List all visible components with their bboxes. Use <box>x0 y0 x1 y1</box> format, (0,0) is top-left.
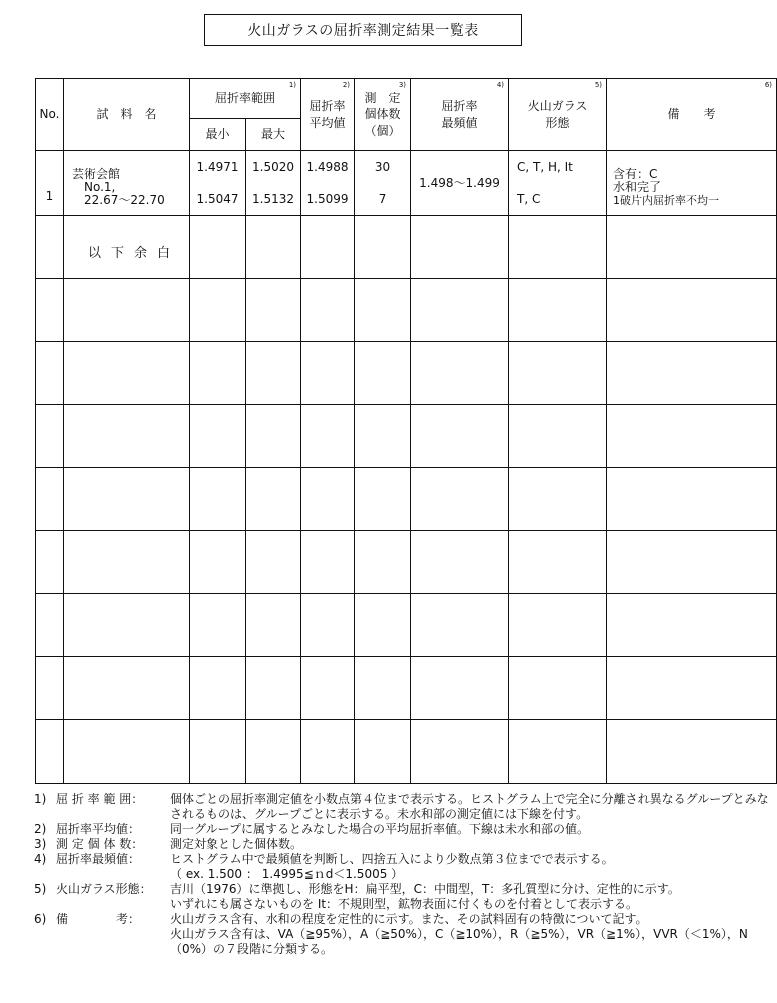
table-row-empty <box>36 657 777 720</box>
row-sample <box>64 151 190 216</box>
footnote-number: 1) <box>34 792 47 806</box>
table-row-empty <box>36 594 777 657</box>
footnote-3 <box>34 837 769 852</box>
table-row-empty <box>36 405 777 468</box>
table-row <box>36 216 777 279</box>
document-title <box>204 14 522 46</box>
footnote-2 <box>34 822 769 837</box>
footnote-text: 測定対象とした個体数。 <box>170 837 303 851</box>
col-header-no: No. <box>36 79 64 151</box>
mean-label: 屈折率 平均値 <box>309 99 346 130</box>
note-ref-6: 6) <box>764 81 773 89</box>
range-label: 屈折率範囲 <box>215 91 276 106</box>
col-header-shape <box>509 79 607 151</box>
footnote-text: 火山ガラス含有、水和の程度を定性的に示す。また、その試料固有の特徴について記す。 火山ガラス含有は、VA（≧95%），A（≧50%），C（≧10%），R（≧5%），VR（≧1%），VVR（＜1%），N（0%）の７段階に分類する。 <box>170 912 748 956</box>
col-header-mean <box>301 79 355 151</box>
mode-label: 屈折率 最頻値 <box>441 99 478 130</box>
footnote-text: 個体ごとの屈折率測定値を小数点第４位まで表示する。ヒストグラム上で完全に分離され異なるグループとみなされるものは、グループごとに表示する。未水和部の測定値には下線を付す。 <box>170 792 769 821</box>
footnote-number: 4) <box>34 852 47 866</box>
footnote-1 <box>34 792 769 822</box>
col-header-min: 最小 <box>190 119 246 151</box>
row-mean: 1.4988 1.5099 <box>301 151 355 216</box>
footnote-label: 火山ガラス形態： <box>56 882 152 896</box>
table-row-empty <box>36 468 777 531</box>
footnote-number: 5) <box>34 882 47 896</box>
col-header-max: 最大 <box>246 119 301 151</box>
footnote-label: 屈 折 率 範 囲： <box>56 792 144 806</box>
sample-line-3: 22.67～22.70 <box>84 192 165 207</box>
footnote-label: 屈折率平均値： <box>56 822 141 836</box>
footnote-number: 6) <box>34 912 47 926</box>
below-blank-cell <box>64 216 190 279</box>
row-shape: C, T, H, It T, C <box>509 151 607 216</box>
note-ref-1: 1) <box>288 81 297 89</box>
shape-label: 火山ガラス 形態 <box>527 99 588 130</box>
results-table <box>35 78 777 784</box>
below-blank-text: 以下余白 <box>88 245 181 261</box>
remarks-label: 備 考 <box>667 107 716 122</box>
row-remarks <box>607 151 777 216</box>
note-ref-5: 5) <box>594 81 603 89</box>
col-header-count <box>355 79 411 151</box>
col-header-mode <box>411 79 509 151</box>
table-row-empty <box>36 279 777 342</box>
footnote-label: 備 考： <box>56 912 141 926</box>
header-row-1 <box>36 79 777 119</box>
footnote-5 <box>34 882 769 912</box>
col-header-range <box>190 79 301 119</box>
sample-line-2: No.1, <box>84 179 116 194</box>
note-ref-3: 3) <box>398 81 407 89</box>
footnote-label: 屈折率最頻値： <box>56 852 141 866</box>
footnotes <box>34 792 769 957</box>
note-ref-4: 4) <box>496 81 505 89</box>
footnote-label: 測 定 個 体 数： <box>56 837 144 851</box>
count-label: 測 定 個体数 （個） <box>364 91 401 138</box>
footnote-4 <box>34 852 769 882</box>
col-header-remarks <box>607 79 777 151</box>
sample-line-1: 芸術会館 <box>72 166 121 181</box>
col-header-sample: 試 料 名 <box>64 79 190 151</box>
footnote-text: 同一グループに属するとみなした場合の平均屈折率値。下線は未水和部の値。 <box>170 822 590 836</box>
row-mode: 1.498～1.499 <box>411 151 509 216</box>
footnote-number: 3) <box>34 837 47 851</box>
table-row-empty <box>36 342 777 405</box>
row-no: 1 <box>36 151 64 216</box>
note-ref-2: 2) <box>342 81 351 89</box>
footnote-number: 2) <box>34 822 47 836</box>
footnote-text: 吉川（1976）に準拠し、形態をH：扁平型，C：中間型，T：多孔質型に分け、定性的に示す。 いずれにも属さないものを It：不規則型，鉱物表面に付くものを付着として表示する。 <box>170 882 680 911</box>
remarks-line-2: 水和完了 <box>613 179 662 194</box>
title-text: 火山ガラスの屈折率測定結果一覧表 <box>247 23 479 39</box>
row-max: 1.5020 1.5132 <box>246 151 301 216</box>
remarks-line-3: 1破片内屈折率不均一 <box>613 193 720 207</box>
footnote-text: ヒストグラム中で最頻値を判断し、四捨五入により少数点第３位までで表示する。 （ ex. 1.500 ： 1.4995≦ｎd＜1.5005 ） <box>170 852 614 881</box>
table-row <box>36 151 777 216</box>
table-row-empty <box>36 720 777 784</box>
footnote-6 <box>34 912 769 957</box>
row-min: 1.4971 1.5047 <box>190 151 246 216</box>
row-count: 30 7 <box>355 151 411 216</box>
table-row-empty <box>36 531 777 594</box>
remarks-line-1: 含有：C <box>613 166 658 181</box>
